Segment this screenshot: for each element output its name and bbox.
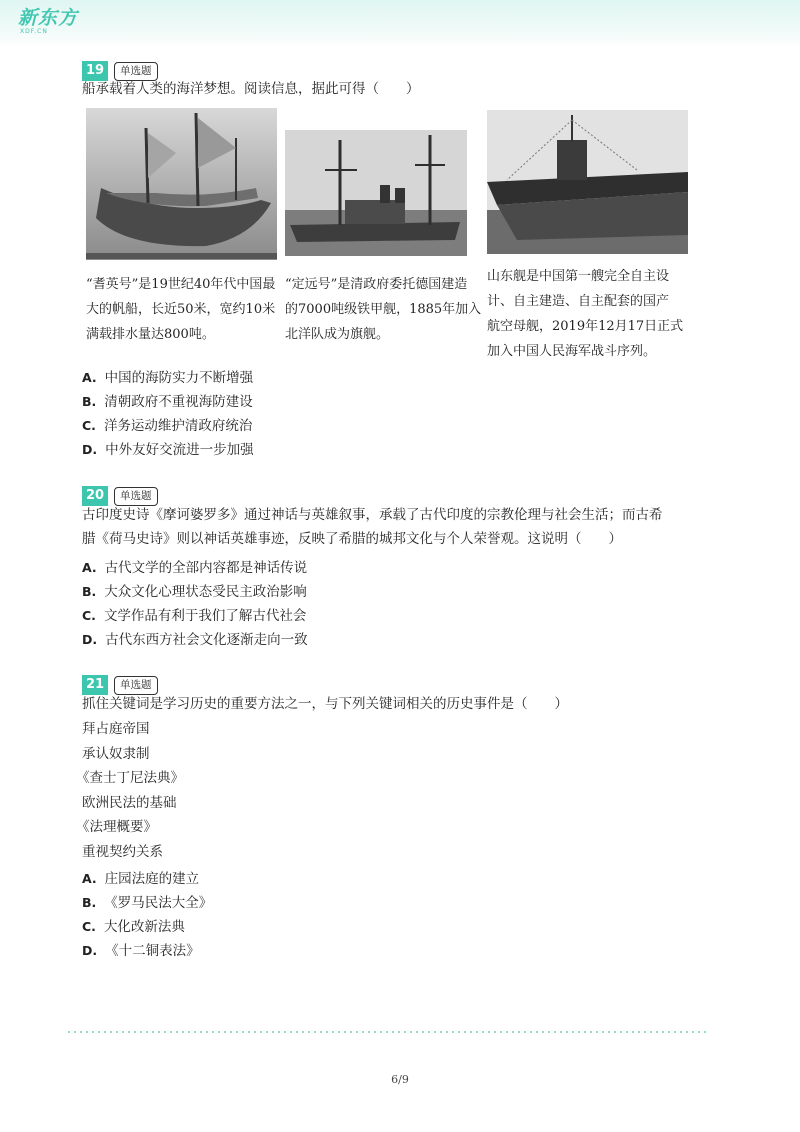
question-type-tag: 单选题 <box>114 62 158 81</box>
question-number-badge: 21 <box>82 675 108 695</box>
logo-subtext: XDF.CN <box>20 28 48 35</box>
question-20-header <box>82 486 158 506</box>
caption-line: 山东舰是中国第一艘完全自主设 <box>487 269 670 284</box>
option-letter: D. <box>82 442 98 457</box>
option-text: 清朝政府不重视海防建设 <box>104 394 253 410</box>
ironclad-warship-photo <box>285 130 467 256</box>
caption-line: 航空母舰，2019年12月17日正式 <box>487 319 684 334</box>
option-letter: C. <box>82 418 96 433</box>
keyword-item: 《法理概要》 <box>76 819 157 835</box>
option-d[interactable] <box>82 942 200 960</box>
caption-line: 北洋队成为旗舰。 <box>285 327 390 342</box>
option-b[interactable] <box>82 393 253 411</box>
question-type-tag: 单选题 <box>114 487 158 506</box>
option-a[interactable] <box>82 870 199 888</box>
question-19-header <box>82 61 158 81</box>
option-letter: C. <box>82 919 96 934</box>
aircraft-carrier-photo <box>487 110 688 254</box>
option-letter: B. <box>82 394 97 409</box>
option-a[interactable] <box>82 369 253 387</box>
option-text: 《罗马民法大全》 <box>104 895 213 911</box>
xdf-logo <box>18 8 88 38</box>
option-d[interactable] <box>82 441 254 459</box>
caption-line: 满载排水量达800吨。 <box>86 327 215 342</box>
option-c[interactable] <box>82 417 252 435</box>
option-c[interactable] <box>82 607 306 625</box>
option-letter: D. <box>82 632 98 647</box>
option-letter: A. <box>82 871 97 886</box>
caption-line: 大的帆船，长近50米，宽约10米 <box>86 302 276 317</box>
option-d[interactable] <box>82 631 308 649</box>
question-21-stem: 抓住关键词是学习历史的重要方法之一，与下列关键词相关的历史事件是（ ） <box>82 696 568 712</box>
caption-line: 计、自主建造、自主配套的国产 <box>487 294 670 309</box>
option-letter: D. <box>82 943 98 958</box>
option-b[interactable] <box>82 894 212 912</box>
option-text: 文学作品有利于我们了解古代社会 <box>103 608 307 624</box>
caption-line: “耆英号”是19世纪40年代中国最 <box>86 277 276 292</box>
question-19-stem: 船承载着人类的海洋梦想。阅读信息，据此可得（ ） <box>82 81 420 97</box>
question-number-badge: 19 <box>82 61 108 81</box>
option-letter: C. <box>82 608 96 623</box>
keyword-item: 重视契约关系 <box>82 844 163 860</box>
keyword-item: 承认奴隶制 <box>82 746 150 762</box>
option-text: 庄园法庭的建立 <box>104 871 200 887</box>
option-text: 《十二铜表法》 <box>105 943 200 959</box>
question-21-header <box>82 675 158 695</box>
logo-text: 新东方 <box>18 7 79 29</box>
sailing-junk-photo <box>86 108 277 260</box>
option-letter: B. <box>82 895 97 910</box>
keyword-item: 《查士丁尼法典》 <box>76 770 184 786</box>
keyword-item: 欧洲民法的基础 <box>82 795 177 811</box>
option-b[interactable] <box>82 583 307 601</box>
option-text: 洋务运动维护清政府统治 <box>103 418 253 434</box>
question-20-stem-line-1: 古印度史诗《摩诃婆罗多》通过神话与英雄叙事，承载了古代印度的宗教伦理与社会生活；而古希 <box>82 507 663 523</box>
figure-caption-1 <box>86 272 275 347</box>
option-a[interactable] <box>82 559 307 577</box>
option-text: 古代文学的全部内容都是神话传说 <box>104 560 308 576</box>
option-c[interactable] <box>82 918 185 936</box>
header-band <box>0 0 800 48</box>
figure-caption-3 <box>487 264 683 364</box>
option-letter: A. <box>82 560 97 575</box>
option-letter: A. <box>82 370 97 385</box>
option-text: 大众文化心理状态受民主政治影响 <box>104 584 307 600</box>
option-text: 大化改新法典 <box>103 919 185 935</box>
option-text: 古代东西方社会文化逐渐走向一致 <box>105 632 308 648</box>
question-20-stem-line-2: 腊《荷马史诗》则以神话英雄事迹，反映了希腊的城邦文化与个人荣誉观。这说明（ ） <box>82 531 622 547</box>
option-text: 中国的海防实力不断增强 <box>104 370 254 386</box>
option-letter: B. <box>82 584 97 599</box>
question-type-tag: 单选题 <box>114 676 158 695</box>
footer-dotted-divider <box>66 1031 710 1033</box>
question-number-badge: 20 <box>82 486 108 506</box>
caption-line: 的7000吨级铁甲舰，1885年加入 <box>285 302 482 317</box>
caption-line: 加入中国人民海军战斗序列。 <box>487 344 657 359</box>
keyword-item: 拜占庭帝国 <box>82 721 150 737</box>
option-text: 中外友好交流进一步加强 <box>105 442 254 458</box>
page-number: 6/9 <box>391 1073 409 1086</box>
caption-line: “定远号”是清政府委托德国建造 <box>285 277 468 292</box>
figure-caption-2 <box>285 272 481 347</box>
